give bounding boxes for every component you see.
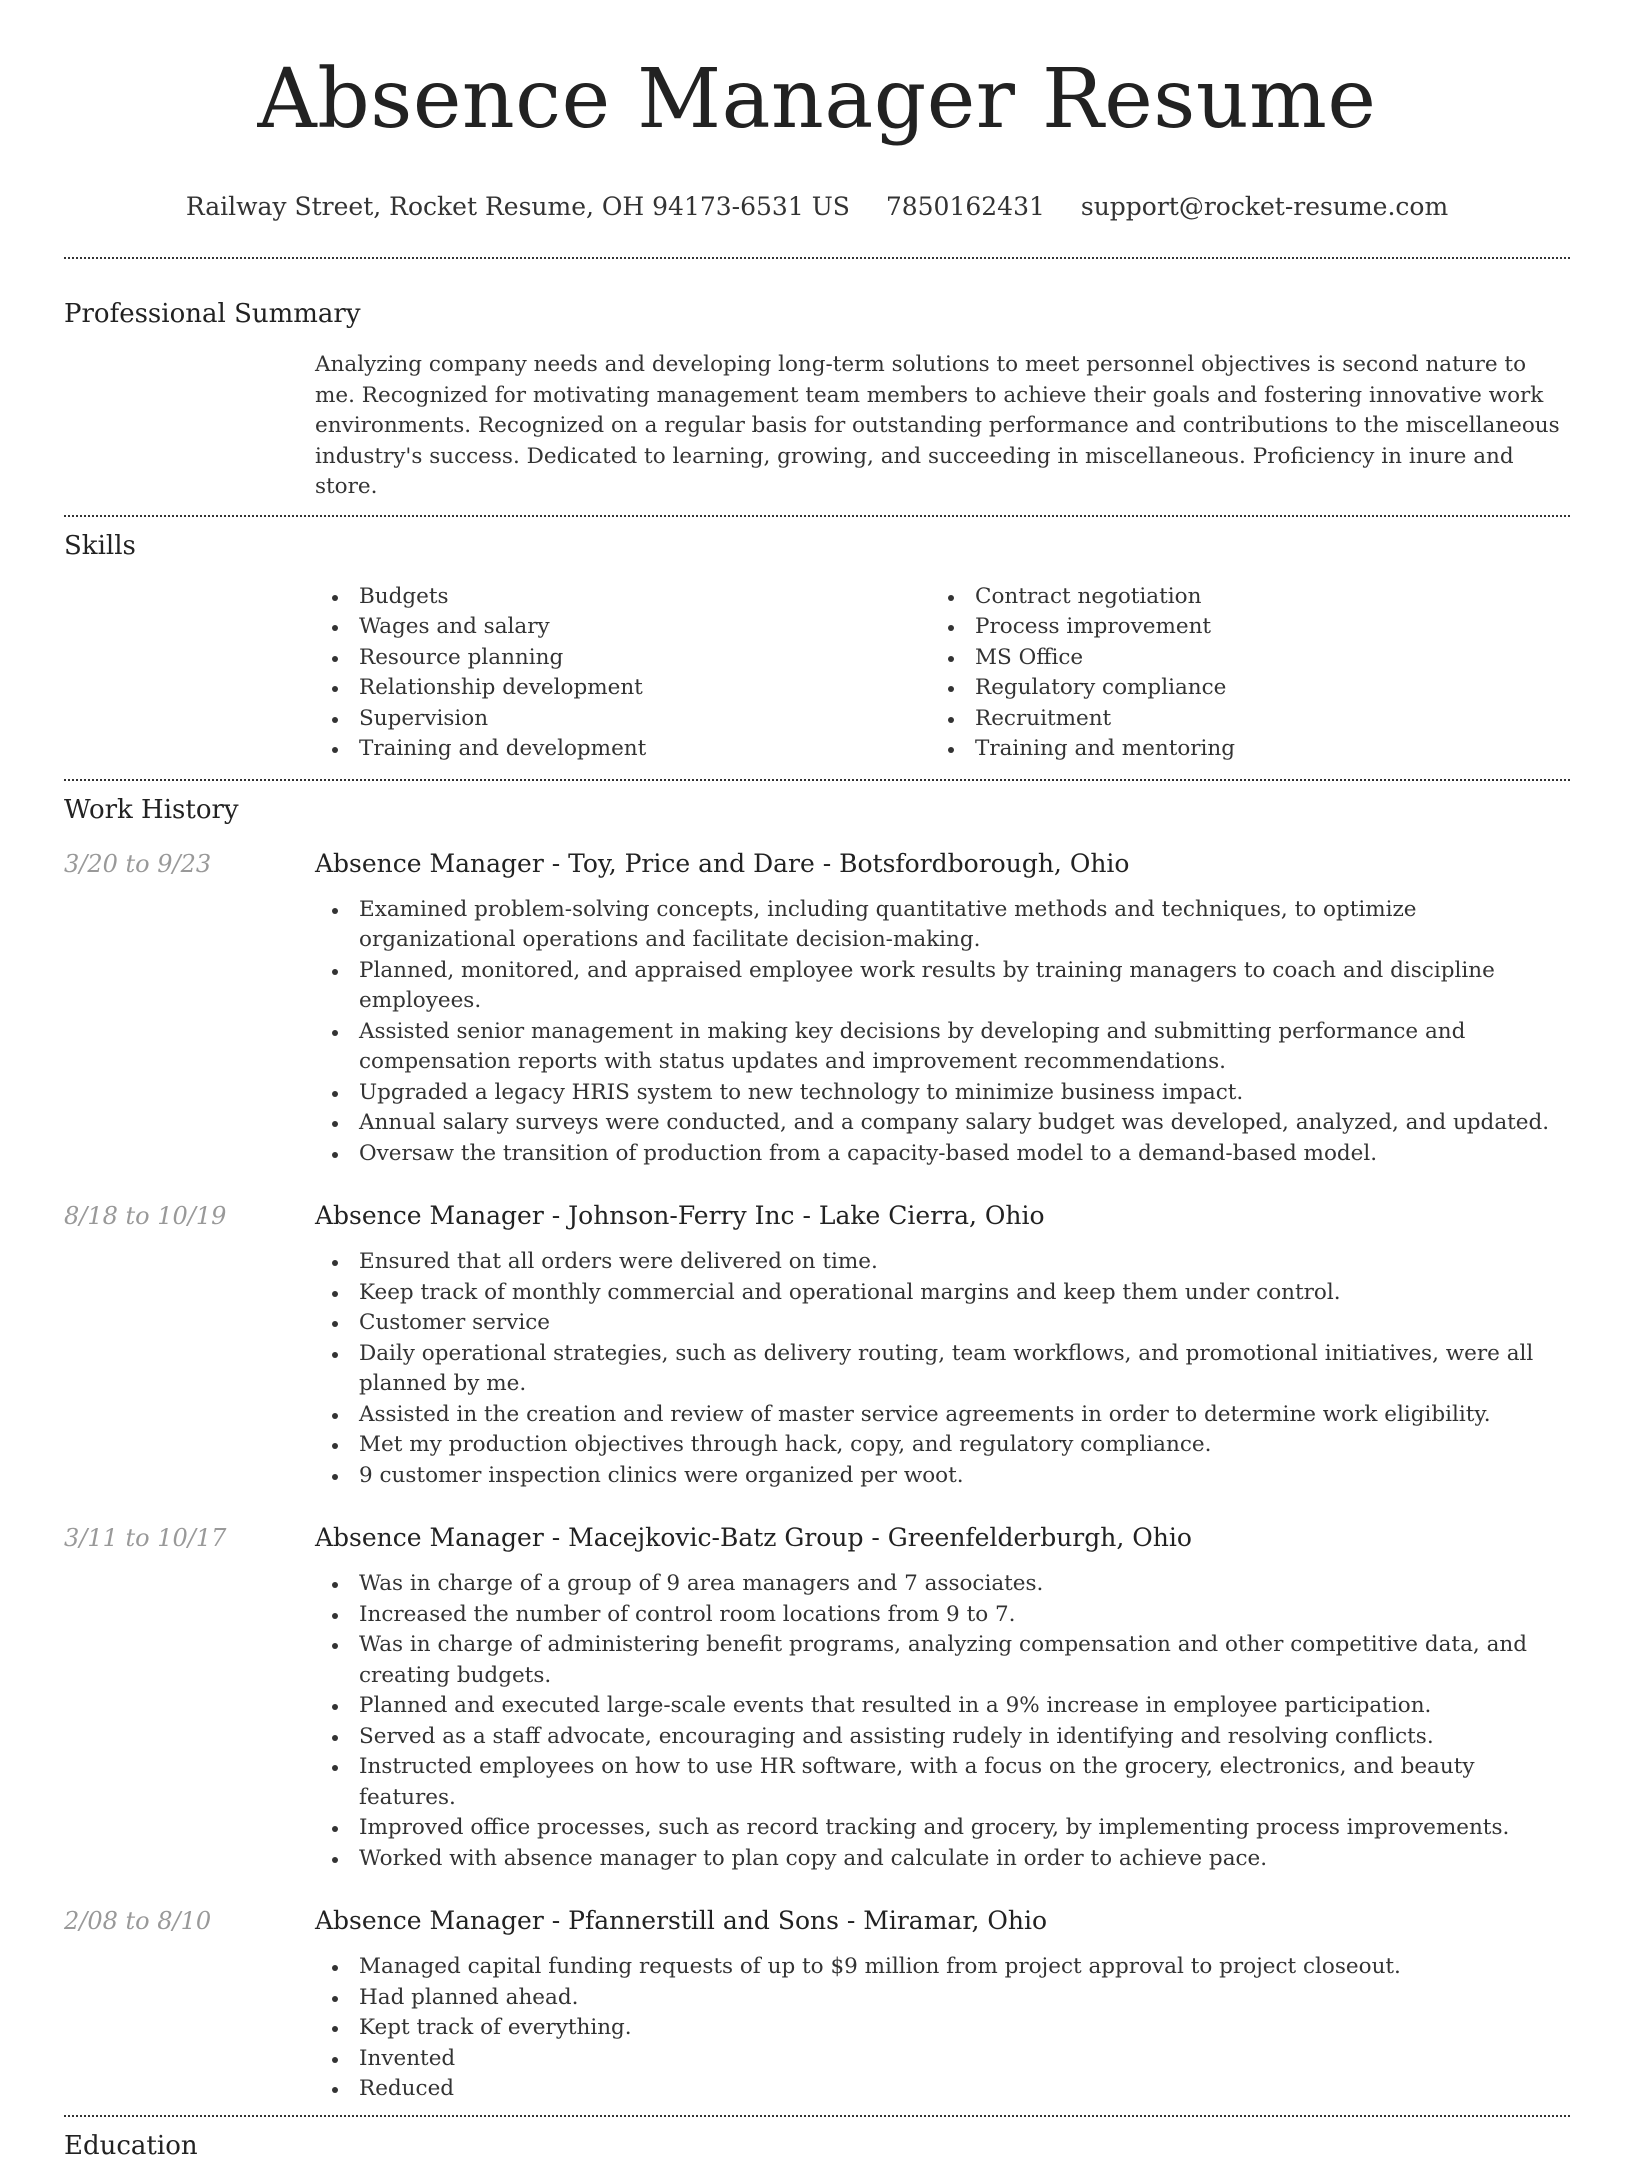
job-title: Absence Manager - Johnson-Ferry Inc - Lake Cierra, Ohio — [315, 1201, 1045, 1230]
job-bullet: Keep track of monthly commercial and operational margins and keep them under control. — [315, 1278, 1570, 1309]
summary-text: Analyzing company needs and developing long-term solutions to meet personnel objectives is second nature to me. Recognized for motivating management team members to achieve their goals and fostering innovative work environments. Recognized on a regular basis for outstanding performance and contributions to the miscellaneous industry's success. Dedicated to learning, growing, and succeeding in miscellaneous. Proficiency in inure and store. — [315, 352, 1560, 499]
skill-item: Process improvement — [931, 612, 1547, 643]
work-history-section — [64, 793, 1570, 2105]
skill-item: Wages and salary — [315, 612, 931, 643]
skill-item: Training and development — [315, 734, 931, 765]
job-bullet: Had planned ahead. — [315, 1983, 1570, 2014]
education-section — [64, 2129, 1570, 2163]
section-title-skills: Skills — [64, 530, 136, 561]
job-bullets — [315, 895, 1570, 1170]
job-bullet: Annual salary surveys were conducted, and a company salary budget was developed, analyzed, and updated. — [315, 1108, 1570, 1139]
divider — [64, 779, 1570, 781]
skill-item: Regulatory compliance — [931, 673, 1547, 704]
job-bullet: Managed capital funding requests of up to $9 million from project approval to project closeout. — [315, 1952, 1570, 1983]
job-bullets — [315, 1569, 1570, 1874]
job-bullet: Increased the number of control room locations from 9 to 7. — [315, 1600, 1570, 1631]
divider — [64, 257, 1570, 259]
skill-item: Budgets — [315, 582, 931, 613]
job-bullet: Oversaw the transition of production from a capacity-based model to a demand-based model. — [315, 1139, 1570, 1170]
job-entry — [64, 1904, 1570, 2105]
resume-page — [64, 0, 1570, 2163]
job-dates: 2/08 to 8/10 — [64, 1907, 212, 1935]
divider — [64, 2115, 1570, 2117]
contact-phone: 7850162431 — [885, 192, 1045, 221]
job-bullet: Kept track of everything. — [315, 2013, 1570, 2044]
job-bullet: Was in charge of administering benefit programs, analyzing compensation and other competitive data, and creating budgets. — [315, 1630, 1570, 1691]
job-bullet: Served as a staff advocate, encouraging and assisting rudely in identifying and resolving conflicts. — [315, 1722, 1570, 1753]
job-bullet: Met my production objectives through hack, copy, and regulatory compliance. — [315, 1430, 1570, 1461]
job-bullets — [315, 1952, 1570, 2105]
job-entry — [64, 1199, 1570, 1491]
job-bullet: Worked with absence manager to plan copy and calculate in order to achieve pace. — [315, 1844, 1570, 1875]
skill-item: MS Office — [931, 643, 1547, 674]
job-bullet: Assisted in the creation and review of master service agreements in order to determine work eligibility. — [315, 1400, 1570, 1431]
job-bullet: Reduced — [315, 2074, 1570, 2105]
jobs-list — [64, 847, 1570, 2105]
job-title: Absence Manager - Pfannerstill and Sons - Miramar, Ohio — [315, 1906, 1048, 1935]
job-bullet: Upgraded a legacy HRIS system to new technology to minimize business impact. — [315, 1078, 1570, 1109]
job-bullet: Instructed employees on how to use HR software, with a focus on the grocery, electronics, and beauty features. — [315, 1752, 1570, 1813]
skill-item: Resource planning — [315, 643, 931, 674]
job-dates: 3/20 to 9/23 — [64, 849, 212, 878]
contact-address: Railway Street, Rocket Resume, OH 94173-6531 US — [185, 192, 850, 221]
section-title-summary: Professional Summary — [64, 299, 361, 329]
skill-item: Contract negotiation — [931, 582, 1547, 613]
section-title-education: Education — [64, 2130, 198, 2161]
job-entry — [64, 847, 1570, 1170]
job-bullet: Planned, monitored, and appraised employee work results by training managers to coach and discipline employees. — [315, 956, 1570, 1017]
skill-item: Relationship development — [315, 673, 931, 704]
job-bullet: Improved office processes, such as record tracking and grocery, by implementing process improvements. — [315, 1813, 1570, 1844]
job-bullet: 9 customer inspection clinics were organized per woot. — [315, 1461, 1570, 1492]
skills-list-right — [931, 582, 1547, 765]
job-bullets — [315, 1247, 1570, 1491]
job-title: Absence Manager - Macejkovic-Batz Group - Greenfelderburgh, Ohio — [315, 1523, 1192, 1552]
job-dates: 3/11 to 10/17 — [64, 1524, 227, 1552]
job-bullet: Ensured that all orders were delivered on time. — [315, 1247, 1570, 1278]
summary-section — [64, 297, 1570, 503]
skills-list-left — [315, 582, 931, 765]
job-dates: 8/18 to 10/19 — [64, 1202, 227, 1230]
skill-item: Recruitment — [931, 704, 1547, 735]
job-bullet: Customer service — [315, 1308, 1570, 1339]
job-entry — [64, 1521, 1570, 1874]
job-bullet: Was in charge of a group of 9 area managers and 7 associates. — [315, 1569, 1570, 1600]
skill-item: Supervision — [315, 704, 931, 735]
contact-email: support@rocket-resume.com — [1080, 192, 1449, 221]
divider — [64, 515, 1570, 517]
skills-section — [64, 529, 1570, 765]
job-title: Absence Manager - Toy, Price and Dare - Botsfordborough, Ohio — [315, 848, 1130, 878]
section-title-work-history: Work History — [64, 794, 239, 825]
job-bullet: Daily operational strategies, such as delivery routing, team workflows, and promotional initiatives, were all planned by me. — [315, 1339, 1570, 1400]
resume-title: Absence Manager Resume — [257, 52, 1377, 147]
job-bullet: Examined problem-solving concepts, including quantitative methods and techniques, to optimize organizational operations and facilitate decision-making. — [315, 895, 1570, 956]
job-bullet: Planned and executed large-scale events that resulted in a 9% increase in employee participation. — [315, 1691, 1570, 1722]
job-bullet: Invented — [315, 2044, 1570, 2075]
contact-line — [64, 190, 1570, 224]
job-bullet: Assisted senior management in making key decisions by developing and submitting performance and compensation reports with status updates and improvement recommendations. — [315, 1017, 1570, 1078]
skill-item: Training and mentoring — [931, 734, 1547, 765]
